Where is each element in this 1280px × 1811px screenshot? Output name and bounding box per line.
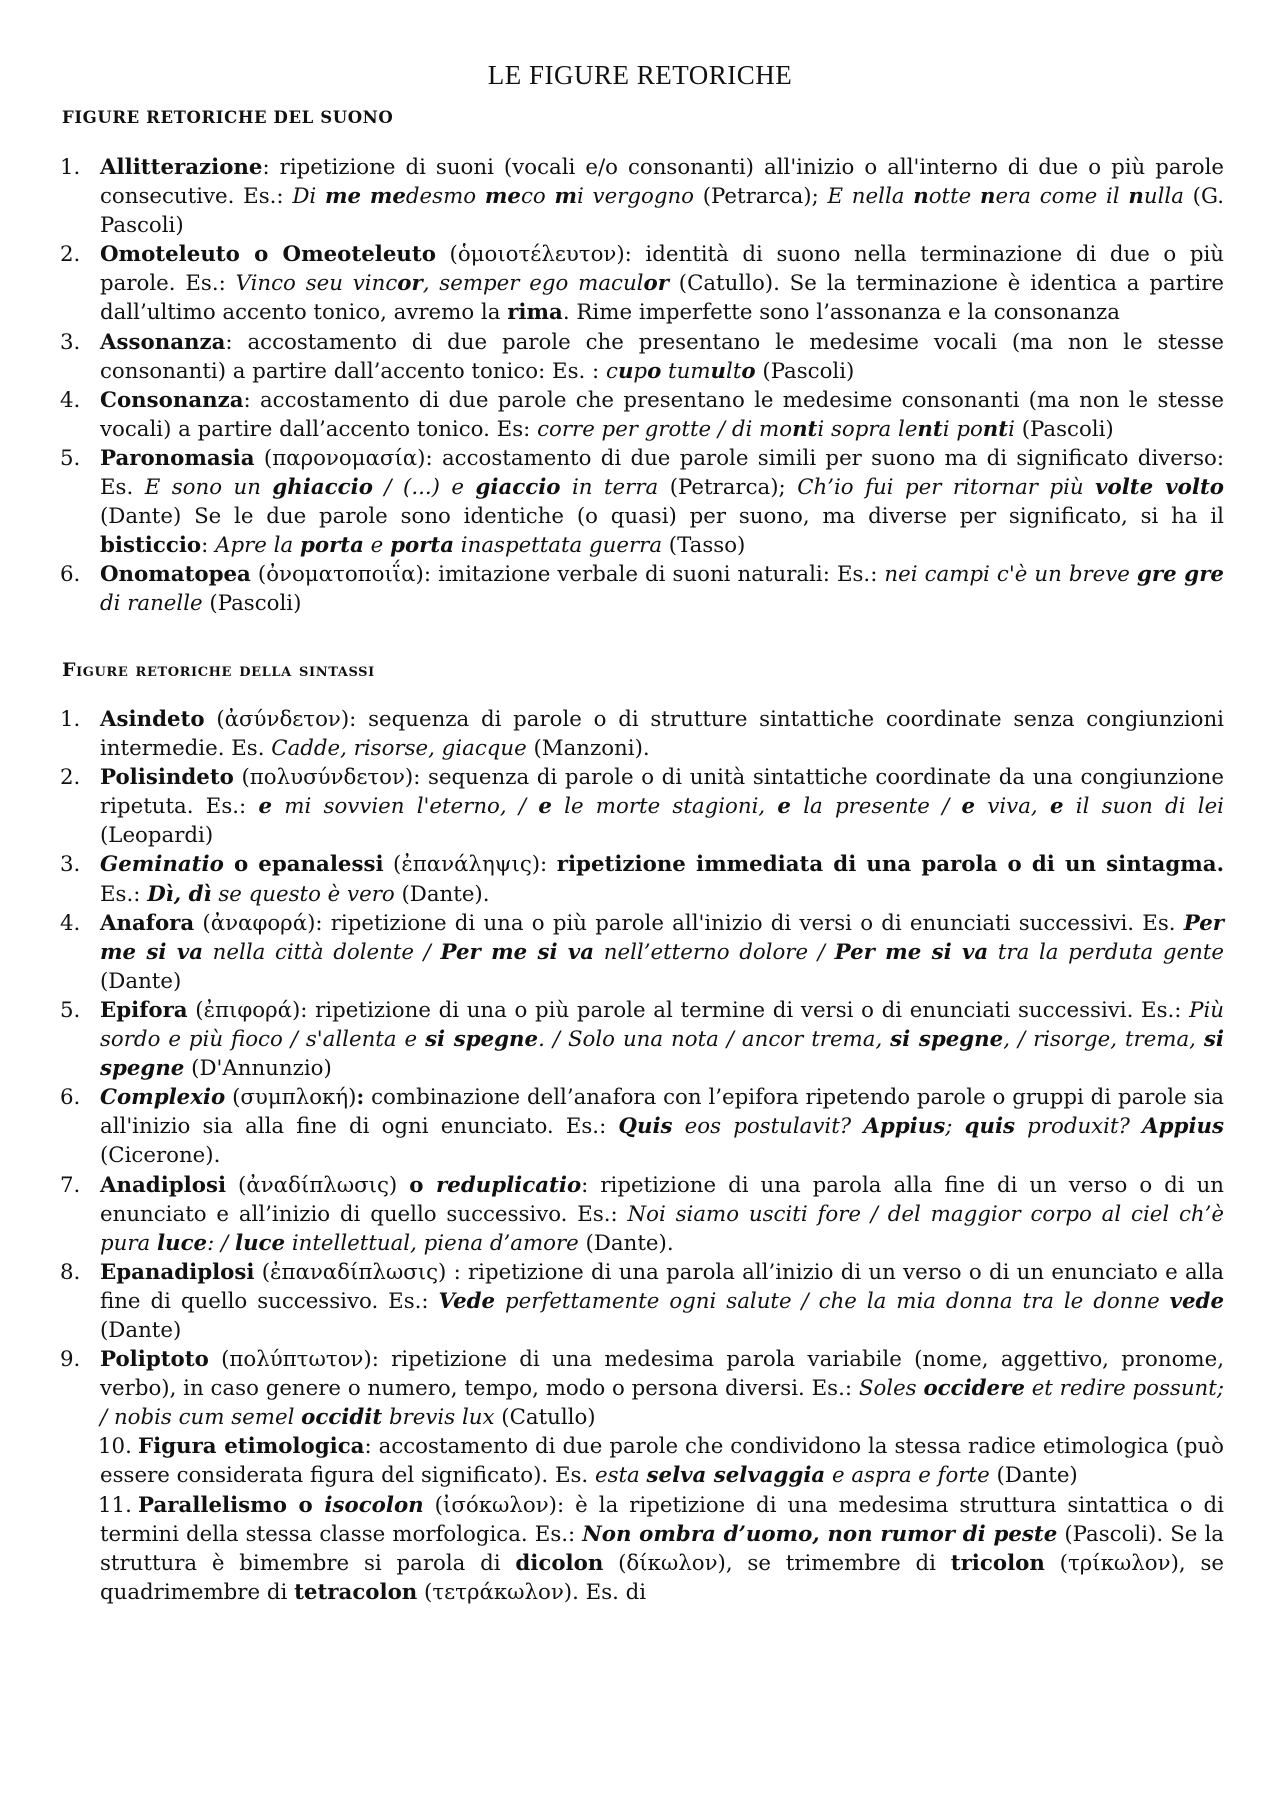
list-item-text: Onomatopea (ὀνοματοποιΐα): imitazione verbale di suoni naturali: Es.: nei campi c'è un breve gre gre di ranelle (Pascoli) <box>100 562 1224 617</box>
list-item-number: 3. <box>60 329 81 355</box>
list-item-number: 7. <box>60 1172 81 1198</box>
list-item <box>60 909 1224 996</box>
list-item-text: Polisindeto (πολυσύνδετον): sequenza di parole o di unità sintattiche coordinate da una congiunzione ripetuta. Es.: e mi sovvien l'eterno, / e le morte stagioni, e la presente / e viva, e il suon di lei (Leopardi) <box>100 765 1224 849</box>
section-heading-sound: FIGURE RETORICHE DEL SUONO <box>62 108 394 127</box>
list-item <box>60 1171 1224 1258</box>
list-item <box>60 763 1224 850</box>
list-item-text: Anafora (ἀναφορά): ripetizione di una o più parole all'inizio di versi o di enunciati successivi. Es. Per me si va nella città dolente / Per me si va nell’etterno dolore / Per me si va tra la perduta gente (Dante) <box>100 910 1225 994</box>
list-item-number: 1. <box>60 155 81 180</box>
list-item-number: 10. <box>98 1434 132 1460</box>
list-item <box>60 996 1224 1083</box>
section-heading-syntax: Figure retoriche della sintassi <box>62 659 375 681</box>
list-item <box>60 1083 1224 1170</box>
list-item-number: 2. <box>60 765 81 791</box>
list-item-number: 4. <box>60 387 81 413</box>
list-item <box>60 560 1224 618</box>
list-item-number: 5. <box>60 445 81 471</box>
list-item <box>60 328 1224 386</box>
list-item-text: Asindeto (ἀσύνδετον): sequenza di parole o di strutture sintattiche coordinate senza congiunzioni intermedie. Es. Cadde, risorse, giacque (Manzoni). <box>100 707 1224 762</box>
list-item-text: Poliptoto (πολύπτωτον): ripetizione di una medesima parola variabile (nome, aggettivo, pronome, verbo), in caso genere o numero, tempo, modo o persona diversi. Es.: Soles occidere et redire possunt; / nobis cum semel occidit brevis lux (Catullo) <box>100 1347 1224 1431</box>
list-item-text: Consonanza: accostamento di due parole che presentano le medesime consonanti (ma non le stesse vocali) a partire dall’accento tonico. Es: corre per grotte / di monti sopra lenti ponti (Pascoli) <box>100 387 1224 442</box>
list-item-number: 8. <box>60 1259 81 1285</box>
list-item-number: 6. <box>60 562 81 588</box>
list-item-text: Epanadiplosi (ἐπαναδίπλωσις) : ripetizione di una parola all’inizio di un verso o di un enunciato e alla fine di quello successivo. Es.: Vede perfettamente ogni salute / che la mia donna tra le donne vede (Dante) <box>100 1259 1224 1343</box>
list-item <box>60 1491 1224 1607</box>
list-item-text: Epifora (ἐπιφορά): ripetizione di una o più parole al termine di versi o di enunciati successivi. Es.: Più sordo e più fioco / s'allenta e si spegne. / Solo una nota / ancor trema, si spegne, / risorge, trema, si spegne (D'Annunzio) <box>100 997 1225 1082</box>
list-item-text: Anadiplosi (ἀναδίπλωσις) o reduplicatio: ripetizione di una parola alla fine di un verso o di un enunciato e all’inizio di quello successivo. Es.: Noi siamo usciti fore / del maggior corpo al ciel ch’è pura luce: / luce intellettual, piena d’amore (Dante). <box>100 1172 1225 1256</box>
list-item-number: 1. <box>60 707 81 732</box>
syntax-figures-list <box>60 705 1224 1607</box>
list-item-text: Allitterazione: ripetizione di suoni (vocali e/o consonanti) all'inizio o all'interno di due o più parole consecutive. Es.: Di me medesmo meco mi vergogno (Petrarca); E nella notte nera come il nulla (G. Pascoli) <box>100 155 1224 239</box>
list-item <box>60 850 1224 908</box>
list-item <box>60 705 1224 763</box>
sound-figures-list <box>60 153 1224 619</box>
list-item-text: Parallelismo o isocolon (ἰσόκωλον): è la ripetizione di una medesima struttura sintattica o di termini della stessa classe morfologica. Es.: Non ombra d’uomo, non rumor di peste (Pascoli). Se la struttura è bimembre si parola di dicolon (δίκωλον), se trimembre di tricolon (τρίκωλον), se quadrimembre di tetracolon (τετράκωλον). Es. di <box>100 1492 1224 1605</box>
list-item <box>60 153 1224 240</box>
list-item-text: Omoteleuto o Omeoteleuto (ὁμοιοτέλευτον): identità di suono nella terminazione di due o più parole. Es.: Vinco seu vincor, semper ego maculor (Catullo). Se la terminazione è identica a partire dall’ultimo accento tonico, avremo la rima. Rime imperfette sono l’assonanza e la consonanza <box>100 242 1224 326</box>
list-item-number: 9. <box>60 1347 81 1373</box>
list-item <box>60 1258 1224 1345</box>
list-item <box>60 444 1224 560</box>
list-item <box>60 1345 1224 1432</box>
list-item-text: Complexio (συμπλοκή): combinazione dell’anafora con l’epifora ripetendo parole o gruppi di parole sia all'inizio sia alla fine di ogni enunciato. Es.: Quis eos postulavit? Appius; quis produxit? Appius (Cicerone). <box>100 1085 1225 1169</box>
list-item <box>60 240 1224 327</box>
list-item-number: 5. <box>60 997 81 1023</box>
list-item-number: 3. <box>60 852 81 878</box>
list-item-number: 2. <box>60 242 81 268</box>
list-item-text: Figura etimologica: accostamento di due parole che condividono la stessa radice etimologica (può essere considerata figura del significato). Es. esta selva selvaggia e aspra e forte (Dante) <box>100 1434 1224 1489</box>
list-item <box>60 1432 1224 1490</box>
list-item-text: Assonanza: accostamento di due parole che presentano le medesime vocali (ma non le stesse consonanti) a partire dall’accento tonico: Es. : cupo tumulto (Pascoli) <box>100 329 1224 384</box>
list-item <box>60 386 1224 444</box>
list-item-number: 4. <box>60 910 81 936</box>
list-item-number: 11. <box>98 1492 132 1518</box>
list-item-text: Paronomasia (παρονομασία): accostamento di due parole simili per suono ma di significato diverso: Es. E sono un ghiaccio / (...) e giaccio in terra (Petrarca); Ch’io fui per ritornar più volte volto (Dante) Se le due parole sono identiche (o quasi) per suono, ma diverse per significato, si ha il bisticcio: Apre la porta e porta inaspettata guerra (Tasso) <box>100 445 1224 559</box>
list-item-text: Geminatio o epanalessi (ἐπανάληψις): ripetizione immediata di una parola o di un sintagma. Es.: Dì, dì se questo è vero (Dante). <box>100 852 1224 907</box>
list-item-number: 6. <box>60 1085 81 1111</box>
page-title: LE FIGURE RETORICHE <box>487 60 793 90</box>
